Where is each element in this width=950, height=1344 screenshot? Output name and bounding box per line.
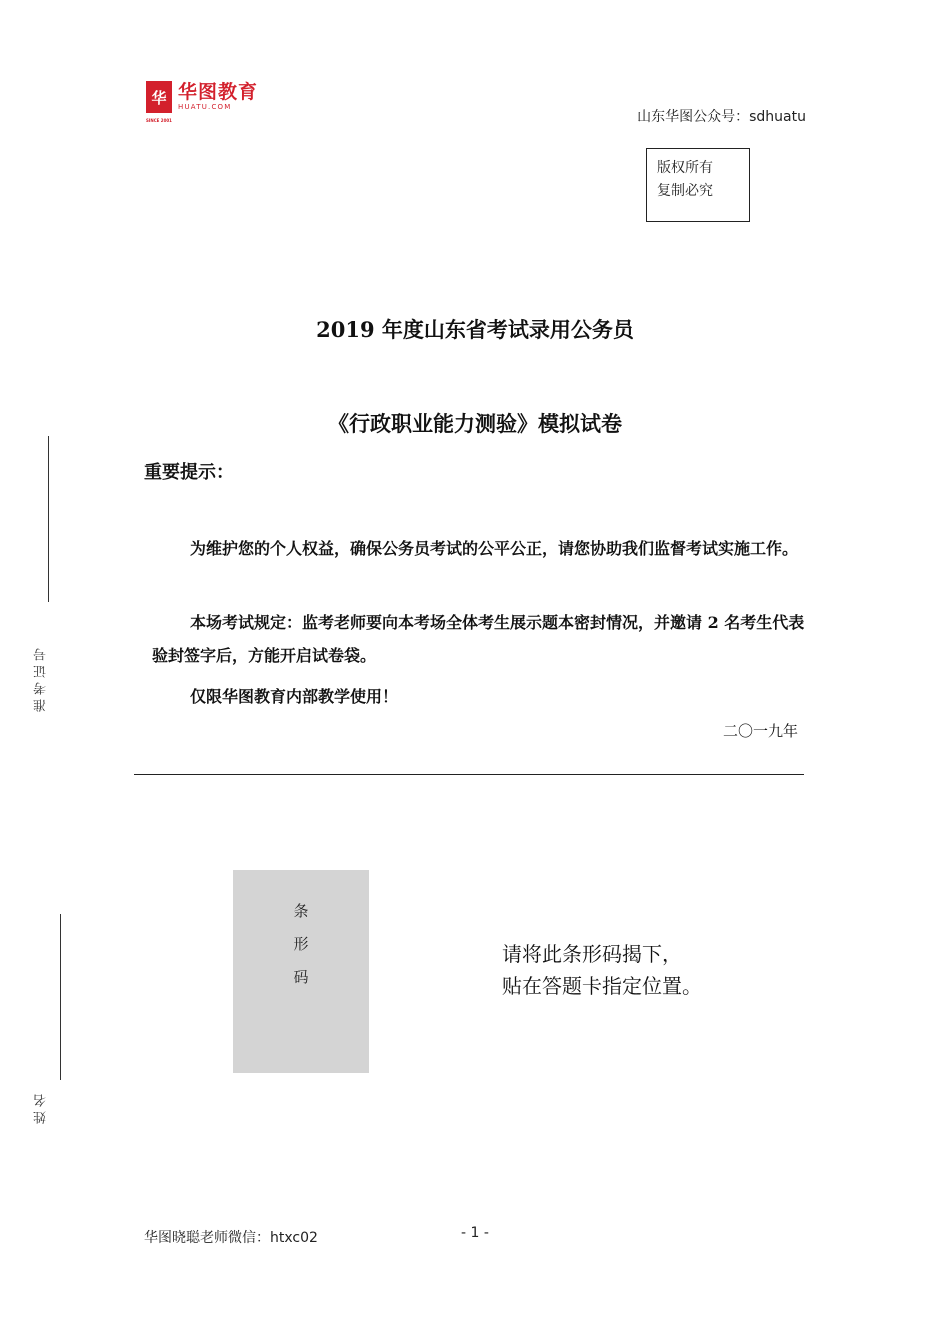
name-line (60, 914, 61, 1080)
barcode-instruction-line-2: 贴在答题卡指定位置。 (502, 974, 702, 998)
barcode-char-2: 形 (293, 935, 309, 953)
exam-title-line-2: 《行政职业能力测验》模拟试卷 (328, 411, 622, 436)
footer-wechat: 华图晓聪老师微信：htxc02 (144, 1230, 318, 1246)
copyright-box (646, 148, 750, 222)
copyright-line-1: 版权所有 (657, 160, 713, 176)
header-wechat: 山东华图公众号：sdhuatu (637, 109, 806, 125)
copyright-line-2: 复制必究 (657, 183, 713, 199)
notice-heading: 重要提示： (144, 462, 234, 483)
barcode-char-3: 码 (293, 968, 309, 986)
page-number: - 1 - (461, 1225, 489, 1241)
barcode-char-1: 条 (293, 902, 309, 920)
name-label: 姓名 (34, 1090, 49, 1124)
brand-logo (146, 80, 259, 123)
notice-date: 二〇一九年 (722, 722, 798, 740)
admission-number-line (48, 436, 49, 602)
barcode-instruction-line-1: 请将此条形码揭下， (502, 942, 682, 966)
exam-title-line-1: 2019 年度山东省考试录用公务员 (316, 317, 634, 342)
admission-number-label: 准考证号 (34, 644, 49, 712)
logo-name: 华图教育 (178, 81, 259, 103)
logo-domain: HUATU.COM (178, 103, 232, 111)
divider-line (134, 774, 804, 775)
huatu-logo-icon: 华 SINCE 2001 (146, 81, 172, 113)
barcode-instruction (502, 938, 702, 1002)
logo-since: SINCE 2001 (146, 118, 172, 123)
notice-paragraph-1: 为维护您的个人权益，确保公务员考试的公平公正，请您协助我们监督考试实施工作。 (190, 539, 799, 558)
notice-paragraph-3: 仅限华图教育内部教学使用！ (190, 687, 399, 706)
barcode-placeholder (233, 870, 369, 1073)
notice-paragraph-2: 本场考试规定：监考老师要向本考场全体考生展示题本密封情况，并邀请 2 名考生代表验封签字后，方能开启试卷袋。 (152, 613, 805, 665)
